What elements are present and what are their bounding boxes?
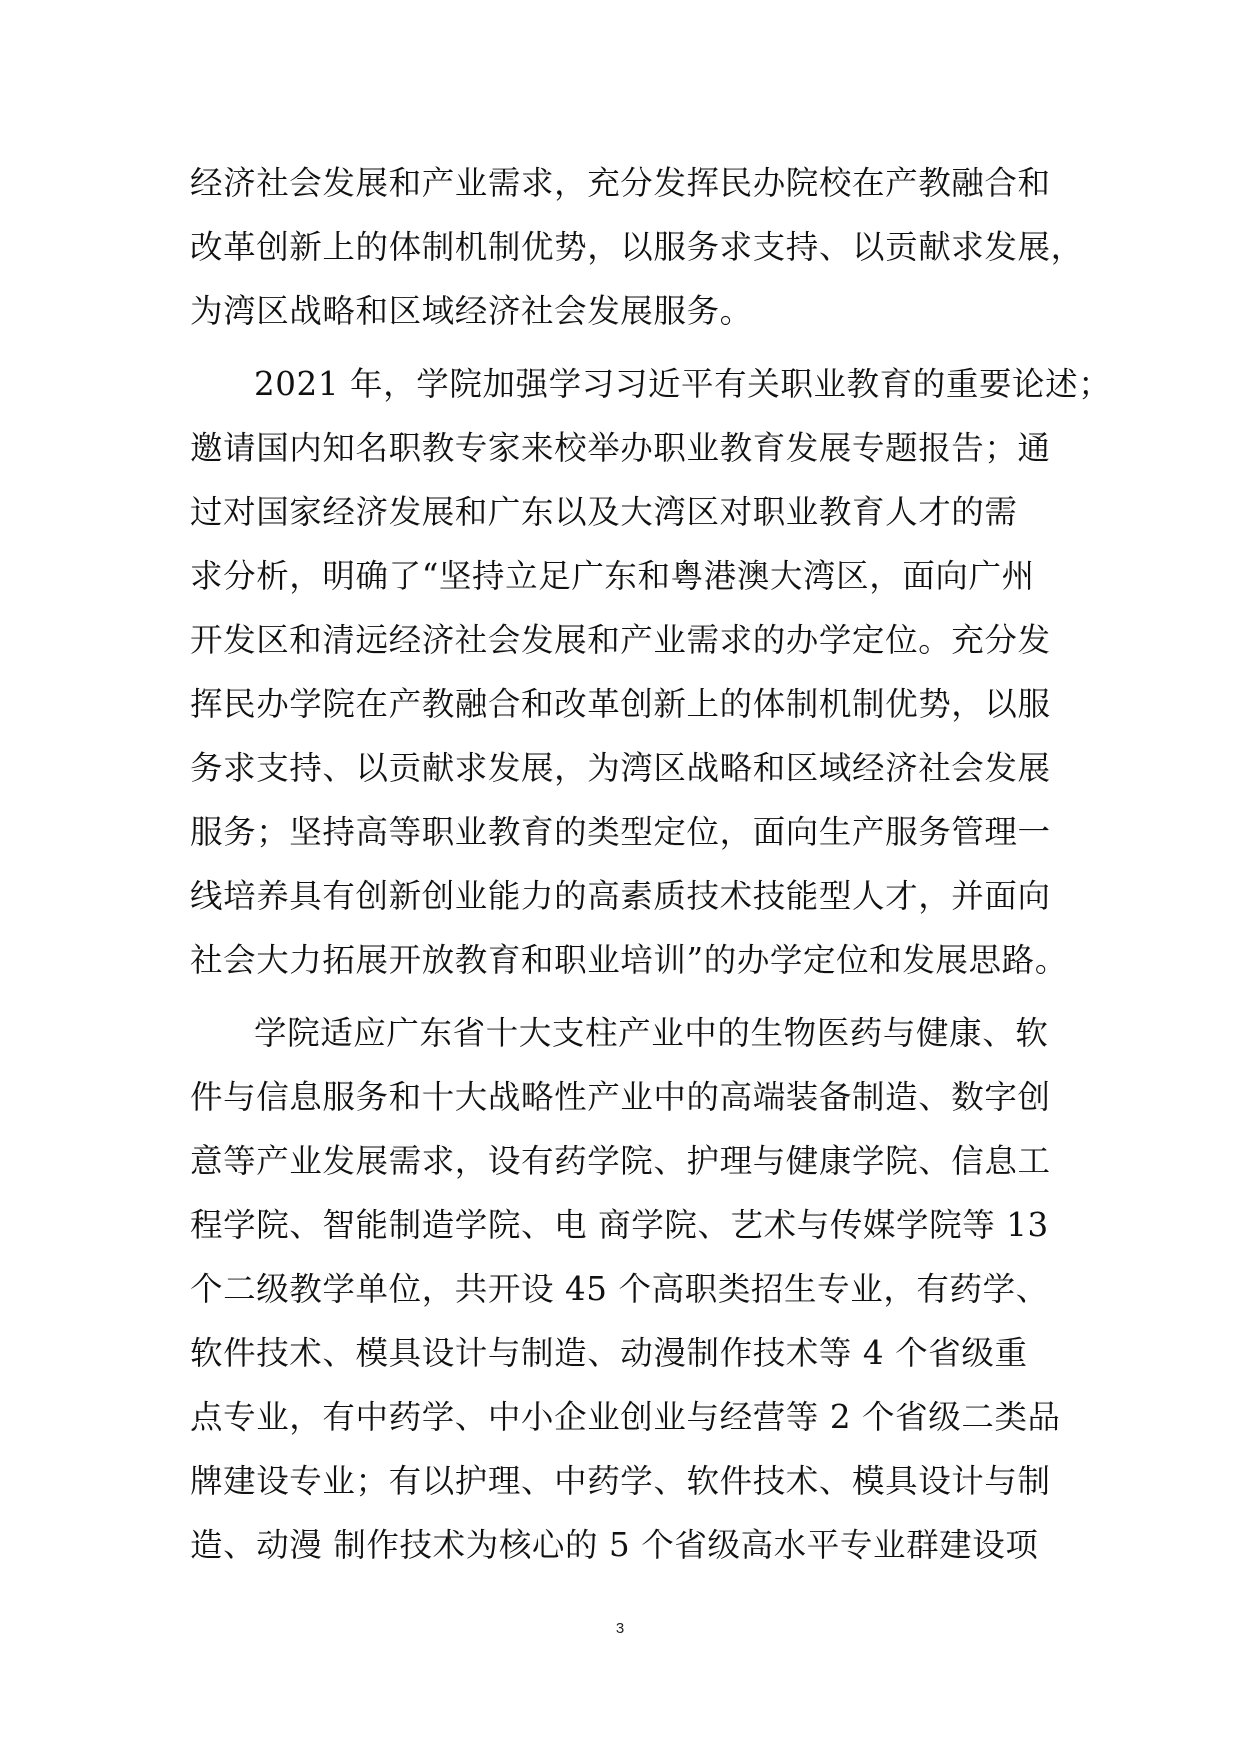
text-line: 件与信息服务和十大战略性产业中的高端装备制造、数字创 — [190, 1078, 1051, 1116]
text-line: 挥民办学院在产教融合和改革创新上的体制机制优势，以服 — [190, 685, 1051, 723]
text-line: 开发区和清远经济社会发展和产业需求的办学定位。充分发 — [190, 621, 1051, 659]
paragraph-continuation — [190, 151, 1084, 343]
text-line: 造、动漫 制作技术为核心的 5 个省级高水平专业群建设项 — [190, 1526, 1039, 1564]
text-line: 软件技术、模具设计与制造、动漫制作技术等 4 个省级重 — [190, 1334, 1028, 1372]
page-number: 3 — [615, 1620, 625, 1637]
text-line: 改革创新上的体制机制优势，以服务求支持、以贡献求发展， — [190, 228, 1084, 266]
text-line: 个二级教学单位，共开设 45 个高职类招生专业，有药学、 — [190, 1270, 1049, 1308]
text-line: 为湾区战略和区域经济社会发展服务。 — [190, 292, 753, 330]
text-line: 线培养具有创新创业能力的高素质技术技能型人才，并面向 — [190, 877, 1051, 915]
text-line: 意等产业发展需求，设有药学院、护理与健康学院、信息工 — [190, 1142, 1051, 1180]
text-line: 程学院、智能制造学院、电 商学院、艺术与传媒学院等 13 — [190, 1206, 1049, 1244]
text-line: 经济社会发展和产业需求，充分发挥民办院校在产教融合和 — [190, 164, 1051, 202]
body-text — [190, 151, 1112, 1577]
text-line: 求分析，明确了“坚持立足广东和粤港澳大湾区，面向广州 — [190, 557, 1035, 595]
text-line: 2021 年，学院加强学习习近平有关职业教育的重要论述； — [254, 365, 1112, 403]
text-line: 邀请国内知名职教专家来校举办职业教育发展专题报告；通 — [190, 429, 1051, 467]
text-line: 点专业，有中药学、中小企业创业与经营等 2 个省级二类品 — [190, 1398, 1061, 1436]
paragraph-programs — [190, 1001, 1060, 1577]
text-line: 学院适应广东省十大支柱产业中的生物医药与健康、软 — [254, 1014, 1049, 1052]
text-line: 服务；坚持高等职业教育的类型定位，面向生产服务管理一 — [190, 813, 1051, 851]
text-line: 牌建设专业；有以护理、中药学、软件技术、模具设计与制 — [190, 1462, 1051, 1500]
paragraph-2021-orientation — [190, 352, 1112, 992]
text-line: 过对国家经济发展和广东以及大湾区对职业教育人才的需 — [190, 493, 1018, 531]
text-line: 社会大力拓展开放教育和职业培训”的办学定位和发展思路。 — [190, 941, 1068, 979]
text-line: 务求支持、以贡献求发展，为湾区战略和区域经济社会发展 — [190, 749, 1051, 787]
